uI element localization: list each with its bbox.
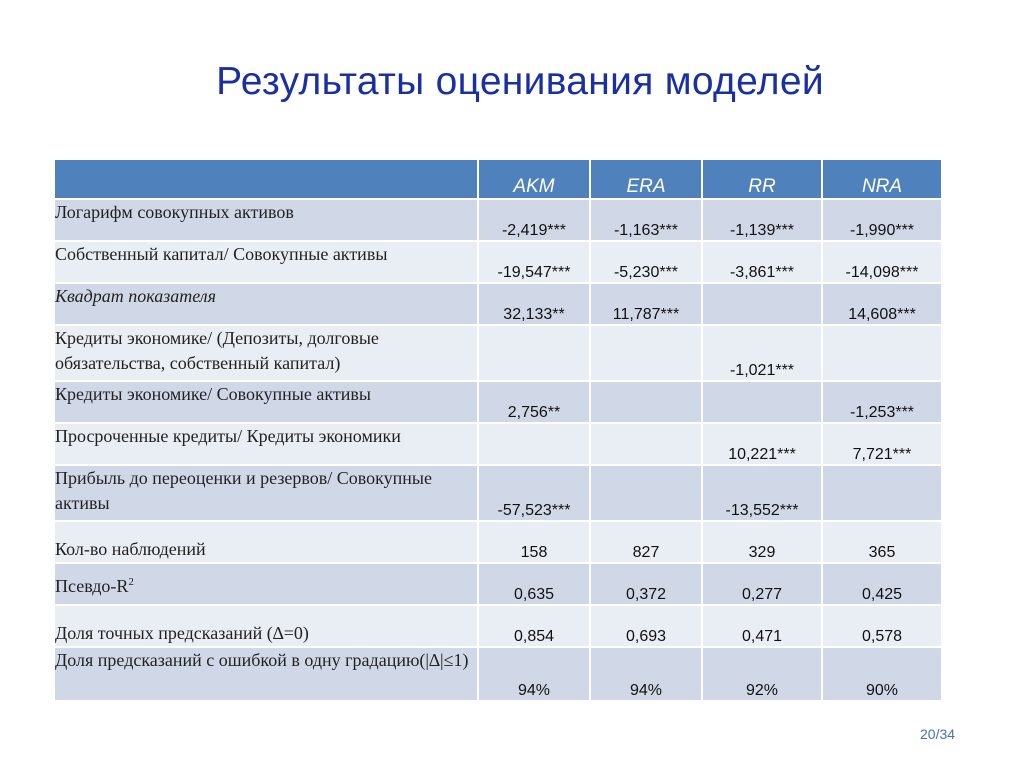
table-row	[54, 381, 942, 423]
cell-era	[590, 465, 702, 521]
table-row	[54, 521, 942, 563]
cell-era: -5,230***	[590, 241, 702, 283]
column-header-nra: NRA	[822, 159, 942, 199]
cell-rr: -1,139***	[702, 199, 822, 241]
row-label: Квадрат показателя	[54, 283, 478, 325]
cell-akm: 94%	[478, 647, 590, 701]
cell-era: -1,163***	[590, 199, 702, 241]
cell-nra	[822, 465, 942, 521]
cell-akm	[478, 423, 590, 465]
cell-rr: 10,221***	[702, 423, 822, 465]
cell-era	[590, 423, 702, 465]
cell-rr: -3,861***	[702, 241, 822, 283]
row-label	[54, 563, 478, 605]
cell-akm: 32,133**	[478, 283, 590, 325]
row-label: Кредиты экономике/ (Депозиты, долговые обязательства, собственный капитал)	[54, 325, 478, 381]
table-row	[54, 647, 942, 701]
cell-akm: 158	[478, 521, 590, 563]
table-row	[54, 241, 942, 283]
cell-rr: -1,021***	[702, 325, 822, 381]
table-row	[54, 283, 942, 325]
cell-akm	[478, 325, 590, 381]
row-label: Кол-во наблюдений	[54, 521, 478, 563]
cell-rr: 92%	[702, 647, 822, 701]
cell-nra: -1,253***	[822, 381, 942, 423]
cell-nra: 0,578	[822, 605, 942, 647]
cell-akm: -19,547***	[478, 241, 590, 283]
superscript: 2	[128, 575, 134, 588]
cell-rr	[702, 381, 822, 423]
slide-number: 20/34	[920, 726, 956, 742]
table-row	[54, 563, 942, 605]
row-label: Прибыль до переоценки и резервов/ Совокупные активы	[54, 465, 478, 521]
table-row	[54, 199, 942, 241]
column-header-era: ERA	[590, 159, 702, 199]
cell-nra: 0,425	[822, 563, 942, 605]
table-row	[54, 423, 942, 465]
column-header-rr: RR	[702, 159, 822, 199]
cell-era: 94%	[590, 647, 702, 701]
slide-title: Результаты оценивания моделей	[216, 60, 824, 103]
cell-rr: 0,277	[702, 563, 822, 605]
cell-rr: 329	[702, 521, 822, 563]
cell-nra: 365	[822, 521, 942, 563]
cell-rr	[702, 283, 822, 325]
cell-akm: 2,756**	[478, 381, 590, 423]
cell-nra: 7,721***	[822, 423, 942, 465]
cell-akm: 0,854	[478, 605, 590, 647]
table-header-row	[54, 159, 942, 199]
cell-akm: -57,523***	[478, 465, 590, 521]
table-row	[54, 325, 942, 381]
table-row	[54, 465, 942, 521]
cell-nra: 90%	[822, 647, 942, 701]
cell-era	[590, 381, 702, 423]
row-label: Просроченные кредиты/ Кредиты экономики	[54, 423, 478, 465]
cell-nra: -1,990***	[822, 199, 942, 241]
row-label: Логарифм совокупных активов	[54, 199, 478, 241]
column-header-akm: AKM	[478, 159, 590, 199]
row-label: Доля точных предсказаний (∆=0)	[54, 605, 478, 647]
row-label: Кредиты экономике/ Совокупные активы	[54, 381, 478, 423]
cell-nra	[822, 325, 942, 381]
cell-nra: 14,608***	[822, 283, 942, 325]
cell-era: 0,693	[590, 605, 702, 647]
row-label-text: Псевдо-R	[55, 575, 129, 596]
results-table	[53, 158, 943, 702]
cell-era: 11,787***	[590, 283, 702, 325]
cell-rr: 0,471	[702, 605, 822, 647]
cell-era: 0,372	[590, 563, 702, 605]
cell-akm: 0,635	[478, 563, 590, 605]
cell-era: 827	[590, 521, 702, 563]
header-corner-cell	[54, 159, 478, 199]
table-row	[54, 605, 942, 647]
cell-akm: -2,419***	[478, 199, 590, 241]
cell-nra: -14,098***	[822, 241, 942, 283]
cell-era	[590, 325, 702, 381]
row-label: Доля предсказаний с ошибкой в одну градацию(|∆|≤1)	[54, 647, 478, 701]
row-label: Собственный капитал/ Совокупные активы	[54, 241, 478, 283]
cell-rr: -13,552***	[702, 465, 822, 521]
